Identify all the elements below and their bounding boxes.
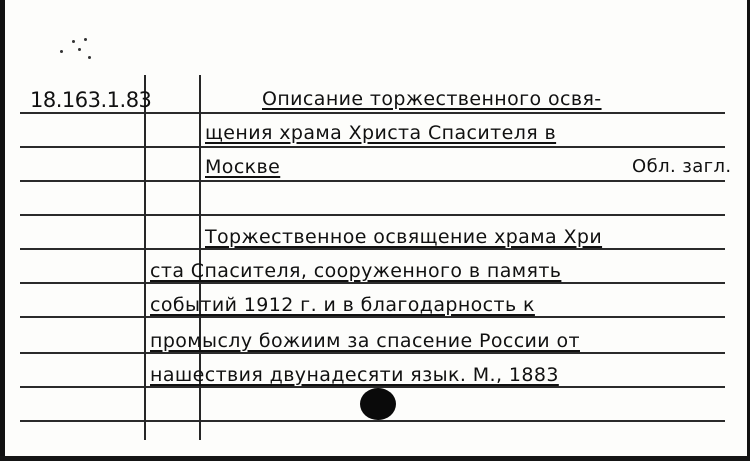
ruled-line — [20, 214, 725, 216]
margin-line — [144, 75, 146, 440]
ruled-line — [20, 180, 725, 182]
ruled-line — [20, 386, 725, 388]
body-line-5: нашествия двунадесяти язык. М., 1883 — [150, 364, 559, 386]
body-line-3: событий 1912 г. и в благодарность к — [150, 294, 535, 316]
body-line-1: Торжественное освящение храма Хри — [205, 226, 603, 248]
title-line-3: Москве — [205, 156, 281, 178]
title-line-2: щения храма Христа Спасителя в — [205, 122, 557, 144]
title-note: Обл. загл. — [632, 156, 732, 177]
ink-blot — [360, 388, 396, 420]
card-left-edge — [0, 0, 5, 461]
body-line-2: ста Спасителя, сооруженного в память — [150, 260, 562, 282]
ruled-line — [20, 146, 725, 148]
ruled-line — [20, 248, 725, 250]
ruled-line — [20, 316, 725, 318]
body-line-4: промыслу божиим за спасение России от — [150, 330, 580, 352]
ink-specks — [58, 36, 98, 66]
ruled-line — [20, 420, 725, 422]
ruled-line — [20, 282, 725, 284]
card-bottom-edge — [0, 456, 750, 461]
ruled-line — [20, 352, 725, 354]
ruled-line — [20, 112, 725, 114]
call-number: 18.163.1.83 — [30, 88, 152, 112]
title-line-1: Описание торжественного освя- — [262, 88, 602, 110]
